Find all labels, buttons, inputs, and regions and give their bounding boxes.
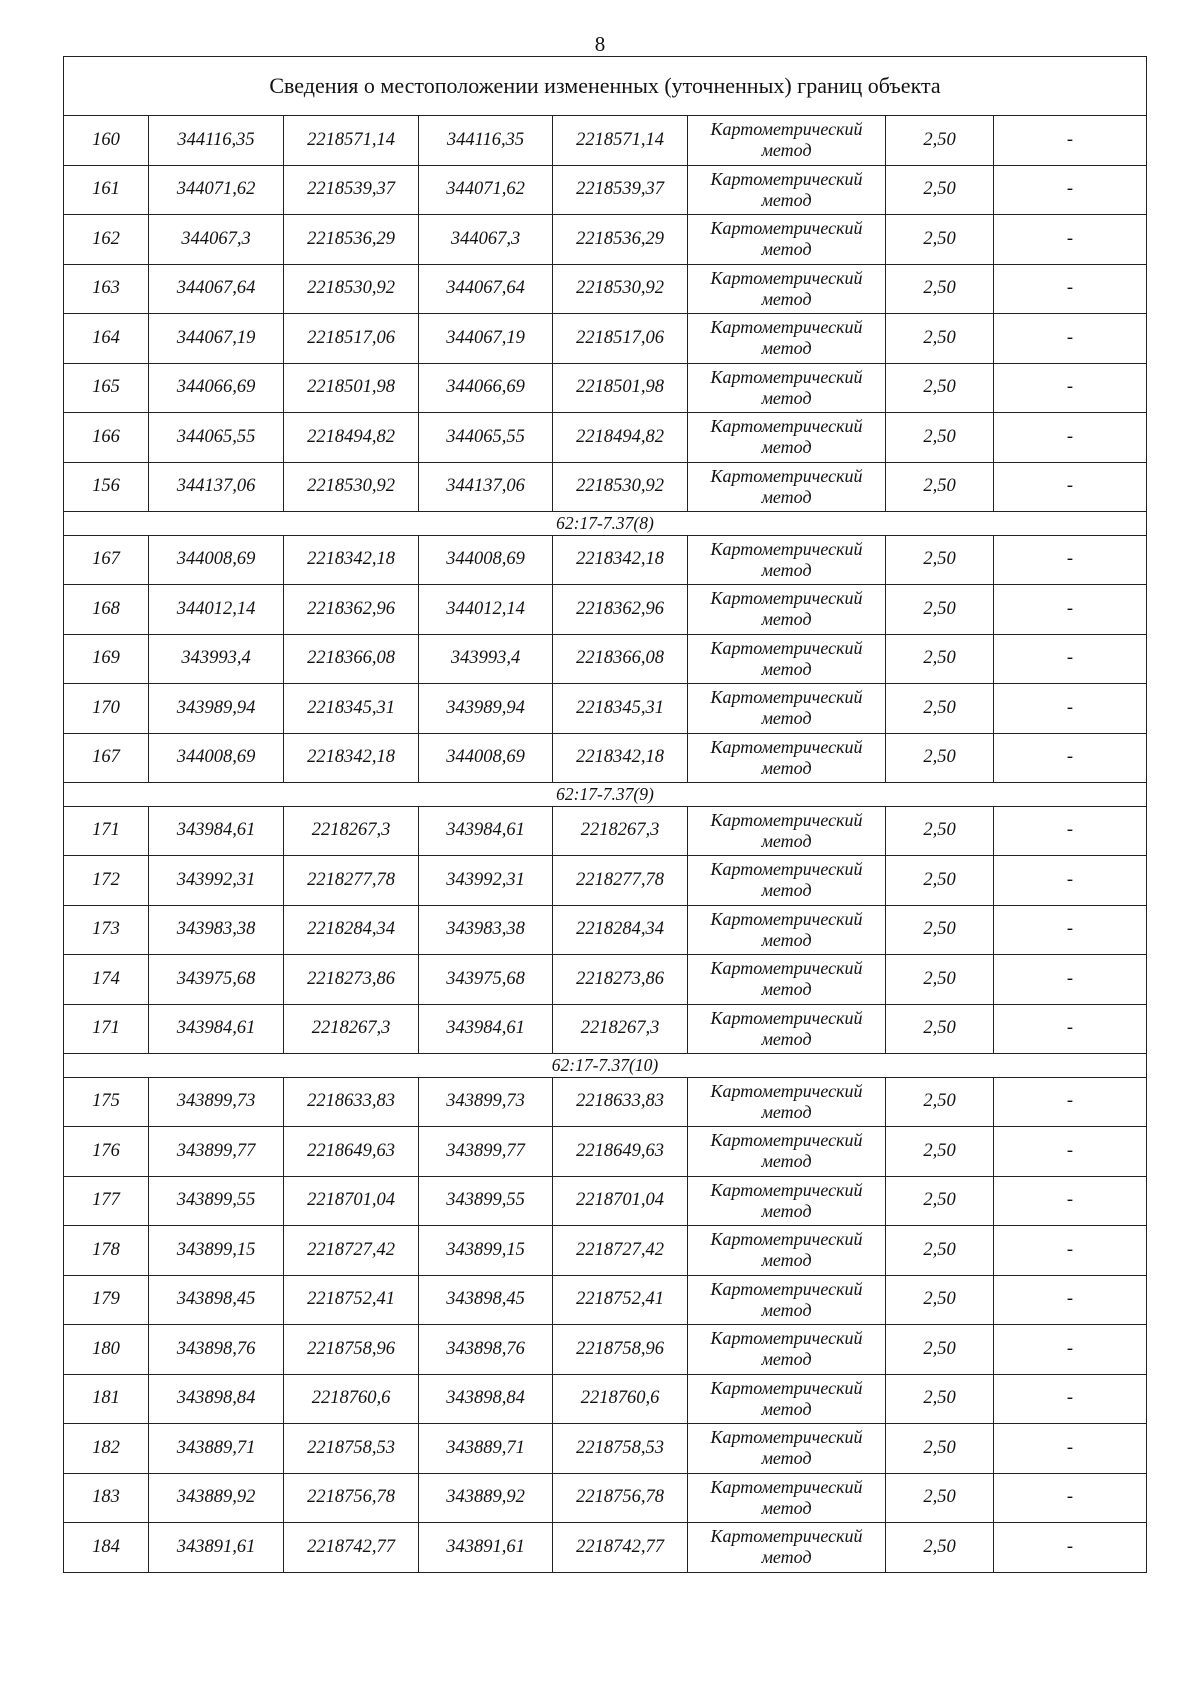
point-number-cell: 167 [64, 733, 149, 783]
table-row [64, 215, 1147, 265]
x-existing-cell: 343993,4 [149, 634, 284, 684]
method-cell: Картометрический метод [688, 413, 886, 463]
method-cell: Картометрический метод [688, 684, 886, 734]
accuracy-cell: 2,50 [886, 806, 994, 856]
table-row [64, 413, 1147, 463]
method-cell: Картометрический метод [688, 634, 886, 684]
x-existing-cell: 343889,92 [149, 1473, 284, 1523]
note-cell: - [994, 1374, 1147, 1424]
y-new-cell: 2218345,31 [553, 684, 688, 734]
method-cell: Картометрический метод [688, 462, 886, 512]
method-cell: Картометрический метод [688, 264, 886, 314]
table-row [64, 1374, 1147, 1424]
x-existing-cell: 344008,69 [149, 733, 284, 783]
y-existing-cell: 2218345,31 [284, 684, 419, 734]
point-number-cell: 172 [64, 856, 149, 906]
accuracy-cell: 2,50 [886, 413, 994, 463]
accuracy-cell: 2,50 [886, 363, 994, 413]
table-row [64, 314, 1147, 364]
accuracy-cell: 2,50 [886, 856, 994, 906]
accuracy-cell: 2,50 [886, 733, 994, 783]
x-existing-cell: 344012,14 [149, 585, 284, 635]
note-cell: - [994, 165, 1147, 215]
y-existing-cell: 2218284,34 [284, 905, 419, 955]
x-existing-cell: 343992,31 [149, 856, 284, 906]
x-new-cell: 344071,62 [419, 165, 553, 215]
y-new-cell: 2218273,86 [553, 955, 688, 1005]
table-row [64, 634, 1147, 684]
point-number-cell: 175 [64, 1077, 149, 1127]
x-new-cell: 344065,55 [419, 413, 553, 463]
table-row [64, 806, 1147, 856]
x-existing-cell: 344067,19 [149, 314, 284, 364]
table-row [64, 535, 1147, 585]
note-cell: - [994, 215, 1147, 265]
method-cell: Картометрический метод [688, 1077, 886, 1127]
y-existing-cell: 2218530,92 [284, 264, 419, 314]
method-cell: Картометрический метод [688, 1374, 886, 1424]
note-cell: - [994, 1226, 1147, 1276]
table-row [64, 116, 1147, 166]
y-new-cell: 2218267,3 [553, 1004, 688, 1054]
y-new-cell: 2218530,92 [553, 264, 688, 314]
y-new-cell: 2218649,63 [553, 1127, 688, 1177]
y-existing-cell: 2218267,3 [284, 1004, 419, 1054]
note-cell: - [994, 1077, 1147, 1127]
contour-group-row [64, 512, 1147, 536]
x-existing-cell: 343898,76 [149, 1325, 284, 1375]
table-row [64, 856, 1147, 906]
note-cell: - [994, 585, 1147, 635]
method-cell: Картометрический метод [688, 535, 886, 585]
x-new-cell: 343898,76 [419, 1325, 553, 1375]
method-cell: Картометрический метод [688, 806, 886, 856]
method-cell: Картометрический метод [688, 585, 886, 635]
x-existing-cell: 343899,73 [149, 1077, 284, 1127]
point-number-cell: 171 [64, 806, 149, 856]
x-new-cell: 343899,73 [419, 1077, 553, 1127]
x-existing-cell: 344116,35 [149, 116, 284, 166]
method-cell: Картометрический метод [688, 955, 886, 1005]
y-new-cell: 2218366,08 [553, 634, 688, 684]
note-cell: - [994, 413, 1147, 463]
table-row [64, 585, 1147, 635]
method-cell: Картометрический метод [688, 905, 886, 955]
x-existing-cell: 343889,71 [149, 1424, 284, 1474]
point-number-cell: 184 [64, 1523, 149, 1573]
x-new-cell: 343889,71 [419, 1424, 553, 1474]
accuracy-cell: 2,50 [886, 1473, 994, 1523]
accuracy-cell: 2,50 [886, 264, 994, 314]
method-cell: Картометрический метод [688, 1523, 886, 1573]
point-number-cell: 163 [64, 264, 149, 314]
x-new-cell: 344008,69 [419, 535, 553, 585]
x-existing-cell: 343984,61 [149, 1004, 284, 1054]
x-new-cell: 343898,84 [419, 1374, 553, 1424]
point-number-cell: 173 [64, 905, 149, 955]
method-cell: Картометрический метод [688, 215, 886, 265]
x-new-cell: 343899,55 [419, 1176, 553, 1226]
y-existing-cell: 2218342,18 [284, 733, 419, 783]
x-new-cell: 343992,31 [419, 856, 553, 906]
y-new-cell: 2218758,96 [553, 1325, 688, 1375]
x-existing-cell: 344065,55 [149, 413, 284, 463]
note-cell: - [994, 856, 1147, 906]
accuracy-cell: 2,50 [886, 684, 994, 734]
x-new-cell: 343899,15 [419, 1226, 553, 1276]
y-new-cell: 2218501,98 [553, 363, 688, 413]
y-new-cell: 2218752,41 [553, 1275, 688, 1325]
table-row [64, 363, 1147, 413]
x-new-cell: 344067,3 [419, 215, 553, 265]
table-row [64, 955, 1147, 1005]
x-new-cell: 343889,92 [419, 1473, 553, 1523]
y-new-cell: 2218760,6 [553, 1374, 688, 1424]
accuracy-cell: 2,50 [886, 585, 994, 635]
y-existing-cell: 2218362,96 [284, 585, 419, 635]
method-cell: Картометрический метод [688, 856, 886, 906]
x-existing-cell: 344067,3 [149, 215, 284, 265]
note-cell: - [994, 462, 1147, 512]
accuracy-cell: 2,50 [886, 1077, 994, 1127]
method-cell: Картометрический метод [688, 1176, 886, 1226]
y-existing-cell: 2218501,98 [284, 363, 419, 413]
method-cell: Картометрический метод [688, 116, 886, 166]
y-new-cell: 2218267,3 [553, 806, 688, 856]
table-row [64, 1127, 1147, 1177]
point-number-cell: 182 [64, 1424, 149, 1474]
x-new-cell: 344008,69 [419, 733, 553, 783]
accuracy-cell: 2,50 [886, 1127, 994, 1177]
note-cell: - [994, 1523, 1147, 1573]
y-new-cell: 2218756,78 [553, 1473, 688, 1523]
accuracy-cell: 2,50 [886, 215, 994, 265]
y-new-cell: 2218342,18 [553, 733, 688, 783]
note-cell: - [994, 116, 1147, 166]
method-cell: Картометрический метод [688, 1424, 886, 1474]
x-existing-cell: 344137,06 [149, 462, 284, 512]
accuracy-cell: 2,50 [886, 1424, 994, 1474]
y-new-cell: 2218530,92 [553, 462, 688, 512]
note-cell: - [994, 363, 1147, 413]
point-number-cell: 164 [64, 314, 149, 364]
y-existing-cell: 2218758,96 [284, 1325, 419, 1375]
method-cell: Картометрический метод [688, 314, 886, 364]
point-number-cell: 162 [64, 215, 149, 265]
table-row [64, 1275, 1147, 1325]
accuracy-cell: 2,50 [886, 955, 994, 1005]
note-cell: - [994, 1127, 1147, 1177]
x-existing-cell: 344066,69 [149, 363, 284, 413]
y-new-cell: 2218758,53 [553, 1424, 688, 1474]
accuracy-cell: 2,50 [886, 1275, 994, 1325]
y-existing-cell: 2218633,83 [284, 1077, 419, 1127]
x-new-cell: 343898,45 [419, 1275, 553, 1325]
table-title-row [64, 57, 1147, 116]
table-row [64, 733, 1147, 783]
y-existing-cell: 2218536,29 [284, 215, 419, 265]
method-cell: Картометрический метод [688, 363, 886, 413]
accuracy-cell: 2,50 [886, 1523, 994, 1573]
note-cell: - [994, 1004, 1147, 1054]
note-cell: - [994, 1275, 1147, 1325]
y-existing-cell: 2218273,86 [284, 955, 419, 1005]
y-existing-cell: 2218742,77 [284, 1523, 419, 1573]
note-cell: - [994, 1424, 1147, 1474]
x-new-cell: 343983,38 [419, 905, 553, 955]
accuracy-cell: 2,50 [886, 634, 994, 684]
accuracy-cell: 2,50 [886, 1004, 994, 1054]
method-cell: Картометрический метод [688, 1127, 886, 1177]
table-row [64, 1325, 1147, 1375]
y-new-cell: 2218494,82 [553, 413, 688, 463]
y-new-cell: 2218539,37 [553, 165, 688, 215]
x-existing-cell: 343975,68 [149, 955, 284, 1005]
y-existing-cell: 2218701,04 [284, 1176, 419, 1226]
x-existing-cell: 344071,62 [149, 165, 284, 215]
y-existing-cell: 2218267,3 [284, 806, 419, 856]
point-number-cell: 165 [64, 363, 149, 413]
x-new-cell: 343993,4 [419, 634, 553, 684]
note-cell: - [994, 634, 1147, 684]
point-number-cell: 169 [64, 634, 149, 684]
y-existing-cell: 2218517,06 [284, 314, 419, 364]
y-new-cell: 2218701,04 [553, 1176, 688, 1226]
y-new-cell: 2218284,34 [553, 905, 688, 955]
table-row [64, 1424, 1147, 1474]
y-existing-cell: 2218366,08 [284, 634, 419, 684]
table-row [64, 1473, 1147, 1523]
x-existing-cell: 344067,64 [149, 264, 284, 314]
y-new-cell: 2218633,83 [553, 1077, 688, 1127]
table-row [64, 165, 1147, 215]
point-number-cell: 161 [64, 165, 149, 215]
x-existing-cell: 343899,77 [149, 1127, 284, 1177]
contour-label: 62:17-7.37(10) [64, 1054, 1147, 1078]
point-number-cell: 176 [64, 1127, 149, 1177]
y-new-cell: 2218536,29 [553, 215, 688, 265]
y-new-cell: 2218742,77 [553, 1523, 688, 1573]
x-existing-cell: 343989,94 [149, 684, 284, 734]
note-cell: - [994, 955, 1147, 1005]
point-number-cell: 170 [64, 684, 149, 734]
table-body [64, 57, 1147, 1573]
accuracy-cell: 2,50 [886, 535, 994, 585]
y-existing-cell: 2218752,41 [284, 1275, 419, 1325]
x-existing-cell: 343891,61 [149, 1523, 284, 1573]
table-row [64, 264, 1147, 314]
y-new-cell: 2218517,06 [553, 314, 688, 364]
method-cell: Картометрический метод [688, 1004, 886, 1054]
method-cell: Картометрический метод [688, 1226, 886, 1276]
note-cell: - [994, 1473, 1147, 1523]
accuracy-cell: 2,50 [886, 1325, 994, 1375]
y-existing-cell: 2218494,82 [284, 413, 419, 463]
y-existing-cell: 2218530,92 [284, 462, 419, 512]
y-existing-cell: 2218758,53 [284, 1424, 419, 1474]
boundary-coordinates-table [63, 56, 1147, 1573]
page-number: 8 [594, 32, 606, 56]
accuracy-cell: 2,50 [886, 1226, 994, 1276]
point-number-cell: 180 [64, 1325, 149, 1375]
y-existing-cell: 2218727,42 [284, 1226, 419, 1276]
accuracy-cell: 2,50 [886, 165, 994, 215]
y-new-cell: 2218277,78 [553, 856, 688, 906]
note-cell: - [994, 1325, 1147, 1375]
note-cell: - [994, 1176, 1147, 1226]
x-existing-cell: 343984,61 [149, 806, 284, 856]
x-new-cell: 344066,69 [419, 363, 553, 413]
note-cell: - [994, 314, 1147, 364]
y-existing-cell: 2218756,78 [284, 1473, 419, 1523]
y-new-cell: 2218571,14 [553, 116, 688, 166]
x-new-cell: 344012,14 [419, 585, 553, 635]
x-new-cell: 343984,61 [419, 806, 553, 856]
note-cell: - [994, 535, 1147, 585]
y-new-cell: 2218727,42 [553, 1226, 688, 1276]
x-new-cell: 344137,06 [419, 462, 553, 512]
note-cell: - [994, 905, 1147, 955]
x-new-cell: 343899,77 [419, 1127, 553, 1177]
table-row [64, 1523, 1147, 1573]
y-existing-cell: 2218571,14 [284, 116, 419, 166]
method-cell: Картометрический метод [688, 1325, 886, 1375]
point-number-cell: 160 [64, 116, 149, 166]
point-number-cell: 174 [64, 955, 149, 1005]
method-cell: Картометрический метод [688, 165, 886, 215]
note-cell: - [994, 733, 1147, 783]
x-new-cell: 344067,19 [419, 314, 553, 364]
x-new-cell: 344067,64 [419, 264, 553, 314]
point-number-cell: 166 [64, 413, 149, 463]
point-number-cell: 177 [64, 1176, 149, 1226]
table-row [64, 1226, 1147, 1276]
x-existing-cell: 344008,69 [149, 535, 284, 585]
point-number-cell: 167 [64, 535, 149, 585]
point-number-cell: 171 [64, 1004, 149, 1054]
x-existing-cell: 343898,45 [149, 1275, 284, 1325]
note-cell: - [994, 806, 1147, 856]
accuracy-cell: 2,50 [886, 1176, 994, 1226]
y-existing-cell: 2218760,6 [284, 1374, 419, 1424]
x-new-cell: 343984,61 [419, 1004, 553, 1054]
contour-label: 62:17-7.37(8) [64, 512, 1147, 536]
accuracy-cell: 2,50 [886, 314, 994, 364]
x-existing-cell: 343899,55 [149, 1176, 284, 1226]
x-existing-cell: 343899,15 [149, 1226, 284, 1276]
table-row [64, 1004, 1147, 1054]
y-new-cell: 2218362,96 [553, 585, 688, 635]
method-cell: Картометрический метод [688, 1275, 886, 1325]
x-new-cell: 343975,68 [419, 955, 553, 1005]
table-row [64, 905, 1147, 955]
y-existing-cell: 2218539,37 [284, 165, 419, 215]
contour-label: 62:17-7.37(9) [64, 783, 1147, 807]
y-existing-cell: 2218277,78 [284, 856, 419, 906]
point-number-cell: 181 [64, 1374, 149, 1424]
x-existing-cell: 343983,38 [149, 905, 284, 955]
table-row [64, 462, 1147, 512]
method-cell: Картометрический метод [688, 1473, 886, 1523]
table-title: Сведения о местоположении измененных (уточненных) границ объекта [64, 57, 1147, 116]
x-new-cell: 343891,61 [419, 1523, 553, 1573]
note-cell: - [994, 264, 1147, 314]
x-new-cell: 344116,35 [419, 116, 553, 166]
x-new-cell: 343989,94 [419, 684, 553, 734]
point-number-cell: 156 [64, 462, 149, 512]
accuracy-cell: 2,50 [886, 905, 994, 955]
contour-group-row [64, 783, 1147, 807]
table-row [64, 1077, 1147, 1127]
table-row [64, 1176, 1147, 1226]
y-new-cell: 2218342,18 [553, 535, 688, 585]
y-existing-cell: 2218342,18 [284, 535, 419, 585]
point-number-cell: 183 [64, 1473, 149, 1523]
accuracy-cell: 2,50 [886, 1374, 994, 1424]
accuracy-cell: 2,50 [886, 462, 994, 512]
point-number-cell: 178 [64, 1226, 149, 1276]
point-number-cell: 179 [64, 1275, 149, 1325]
table-row [64, 684, 1147, 734]
x-existing-cell: 343898,84 [149, 1374, 284, 1424]
point-number-cell: 168 [64, 585, 149, 635]
contour-group-row [64, 1054, 1147, 1078]
note-cell: - [994, 684, 1147, 734]
accuracy-cell: 2,50 [886, 116, 994, 166]
y-existing-cell: 2218649,63 [284, 1127, 419, 1177]
method-cell: Картометрический метод [688, 733, 886, 783]
